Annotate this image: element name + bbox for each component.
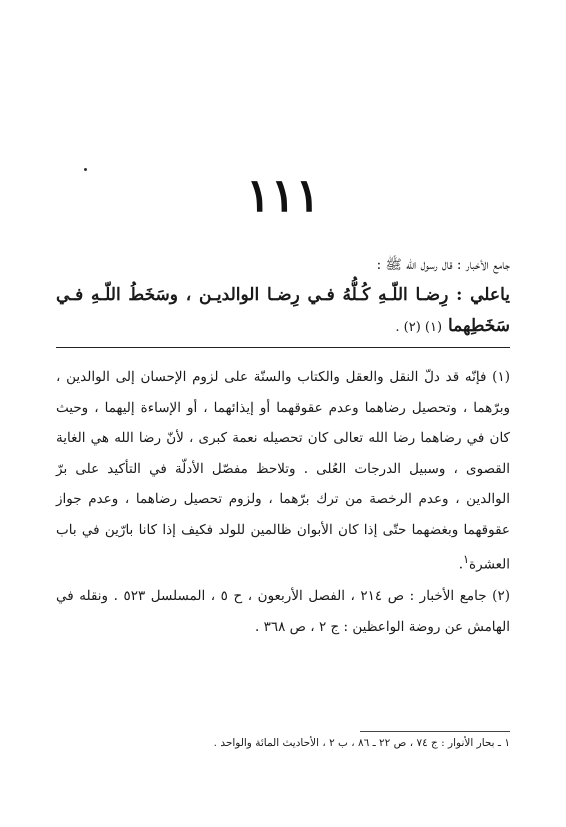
hadith-number: ١١١ — [245, 168, 321, 222]
hadith-body: ياعلي : رِضـا اللّـهِ كُـلُّهُ فـي رِضـا الوالديـن ، وسَخَطُ اللّـهِ فـي سَخَطِهما — [56, 285, 510, 336]
note-1: (١) فإنّه قد دلّ النقل والعقل والكتاب والسنّة على لزوم الإحسان إلى الوالدين ، وبرّهما ، وتحصيل رضاهما وعدم عقوقهما أو إيذائهما ، أو الإساءة إليهما ، وحيث كان في رضاهما رضا الله تعالى كان تحصيله نعمة كبرى ، لأنّ رضا الله هي الغاية القصوى ، وسبيل الدرجات العُلى . وتلاحظ مفصّل الأدلّة في التأكيد على برّ الوالدين ، وعدم الرخصة من ترك برّهما ، ولزوم تحصيل رضاهما ، وعدم جواز عقوقهما وبغضهما حتّى إذا كان الأبوان ظالمين للولد فكيف إذا كانا بارّين في باب العشرة$^١$. — [56, 369, 510, 573]
hadith-text — [56, 280, 510, 343]
footnote-rule — [360, 731, 510, 732]
source-line: جامع الأخبار : قال رسول الله ﷺ : — [376, 257, 510, 273]
section-divider — [56, 347, 510, 348]
page-footnote: ١ ـ بحار الأنوار : ج ٧٤ ، ص ٢٢ ـ ٨٦ ، ب ٢ ، الأحاديث المائة والواحد . — [213, 737, 510, 749]
note-1-text: (١) فإنّه قد دلّ النقل والعقل والكتاب والسنّة على لزوم الإحسان إلى الوالدين ، وبرّهما ، وتحصيل رضاهما وعدم عقوقهما أو إيذائهما ، أو الإساءة إليهما ، وحيث كان في رضاهما رضا الله تعالى كان تحصيله نعمة كبرى ، لأنّ رضا الله هي الغاية القصوى ، وسبيل الدرجات العُلى . وتلاحظ مفصّل الأدلّة في التأكيد على برّ الوالدين ، وعدم الرخصة من ترك برّهما ، ولزوم تحصيل رضاهما ، وعدم جواز عقوقهما وبغضهما حتّى إذا كان الأبوان ظالمين للولد فكيف إذا كانا بارّين في باب العشرة — [56, 369, 510, 573]
note-2: (٢) جامع الأخبار : ص ٢١٤ ، الفصل الأربعون ، ح ٥ ، المسلسل ٥٢٣ . ونقله في الهامش عن روضة الواعظين : ج ٢ ، ص ٣٦٨ . — [56, 588, 510, 635]
hadith-refs: (١) (٢) . — [395, 320, 443, 335]
note-1-footnote-ref: ١ — [463, 553, 470, 566]
commentary-notes — [56, 362, 510, 642]
